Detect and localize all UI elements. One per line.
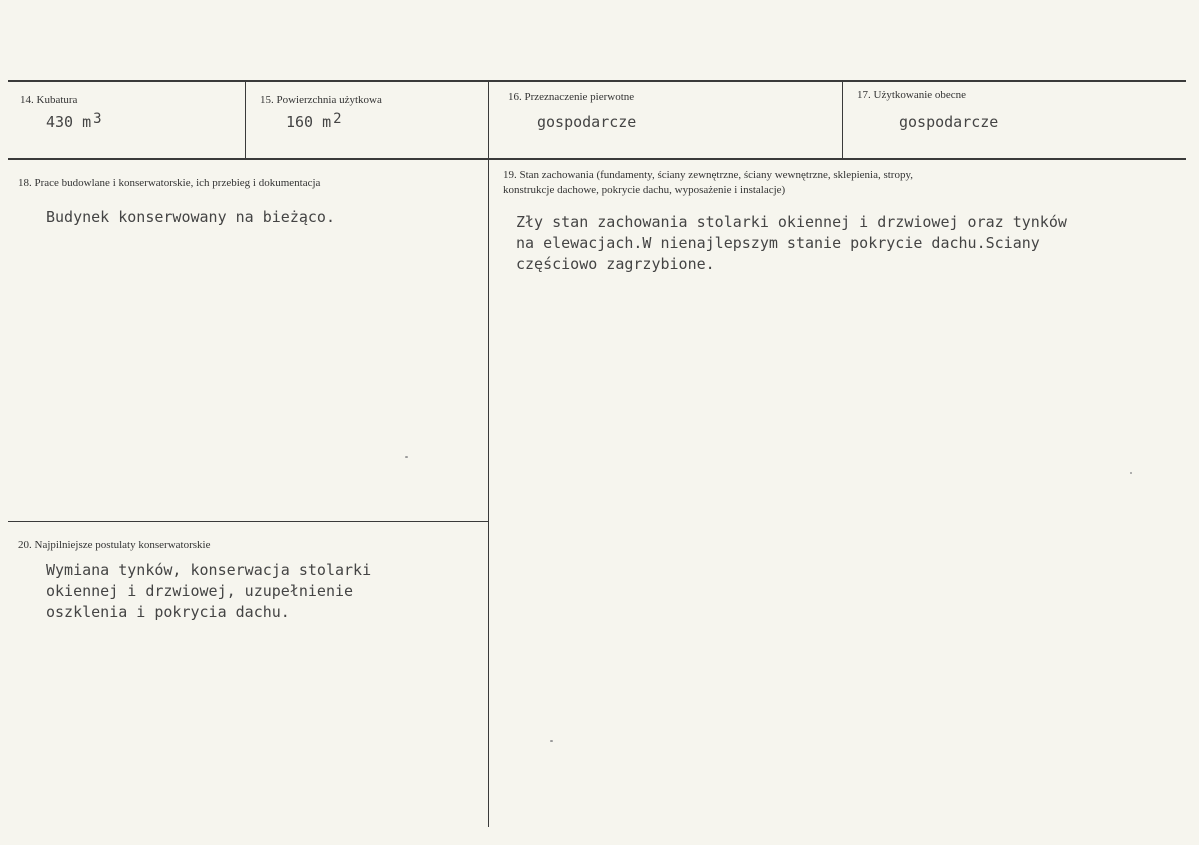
field-19-line-2: na elewacjach.W nienajlepszym stanie pokrycie dachu.Sciany	[516, 234, 1040, 252]
field-20-line-1: Wymiana tynków, konserwacja stolarki	[46, 561, 372, 579]
field-17-label: 17. Użytkowanie obecne	[857, 89, 967, 101]
field-20-line-3: oszklenia i pokrycia dachu.	[46, 603, 290, 621]
field-18-label: 18. Prace budowlane i konserwatorskie, ich przebieg i dokumentacja	[18, 177, 321, 189]
field-14-label: 14. Kubatura	[20, 94, 78, 106]
field-16-label: 16. Przeznaczenie pierwotne	[508, 91, 635, 103]
field-19-line-3: częściowo zagrzybione.	[516, 255, 715, 273]
field-19-label-line1: 19. Stan zachowania (fundamenty, ściany zewnętrzne, ściany wewnętrzne, sklepienia, stropy,	[503, 169, 914, 181]
field-20-line-2: okiennej i drzwiowej, uzupełnienie	[46, 582, 354, 600]
paper-speck	[1130, 472, 1132, 474]
form-top-border	[8, 80, 1186, 82]
field-15-value	[286, 112, 342, 133]
field-15-label: 15. Powierzchnia użytkowa	[260, 94, 382, 106]
field-16-value: gospodarcze	[537, 113, 637, 131]
divider-15-16	[488, 81, 489, 159]
divider-left-right	[488, 159, 489, 827]
field-14-value-text: 430 m	[46, 113, 92, 131]
row1-bottom-border	[8, 158, 1186, 160]
field-19-line-1: Zły stan zachowania stolarki okiennej i drzwiowej oraz tynków	[516, 213, 1067, 231]
paper-speck	[550, 740, 553, 742]
field-19-label-line2: konstrukcje dachowe, pokrycie dachu, wyposażenie i instalacje)	[503, 184, 786, 196]
divider-14-15	[245, 81, 246, 159]
field-14-exponent: 3	[93, 111, 102, 127]
field-14-value	[46, 112, 102, 133]
field-17-value: gospodarcze	[899, 113, 999, 131]
field-15-value-text: 160 m	[286, 113, 332, 131]
field-20-label: 20. Najpilniejsze postulaty konserwatorskie	[18, 539, 211, 551]
paper-speck	[405, 456, 408, 458]
divider-18-20	[8, 521, 488, 522]
field-18-value: Budynek konserwowany na bieżąco.	[46, 208, 335, 226]
divider-16-17	[842, 81, 843, 159]
field-15-exponent: 2	[333, 111, 342, 127]
